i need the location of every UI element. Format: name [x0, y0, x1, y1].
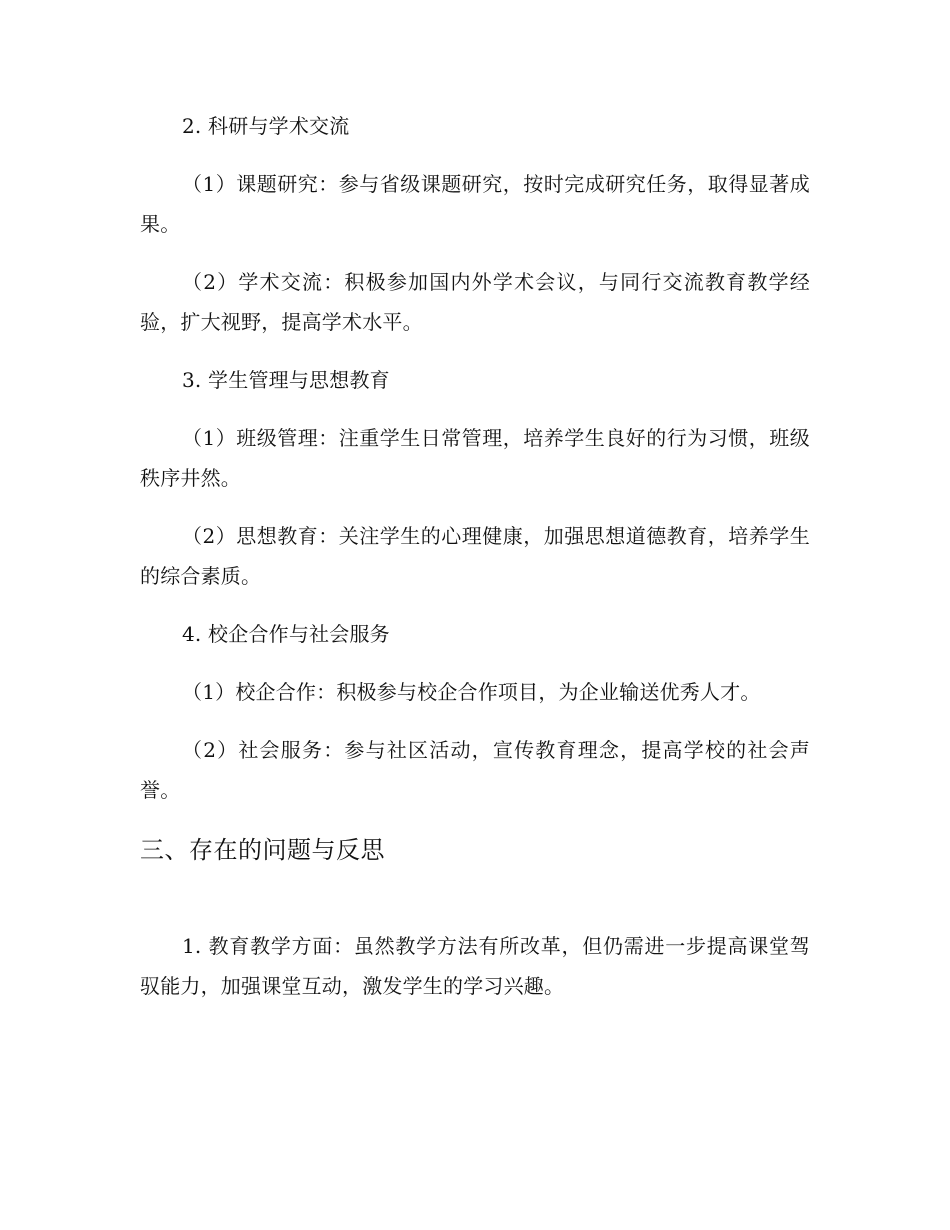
paragraph-ideological-education: （2）思想教育：关注学生的心理健康，加强思想道德教育，培养学生的综合素质。 — [140, 524, 810, 588]
section-heading-problems: 三、存在的问题与反思 — [140, 836, 385, 864]
subheading-student-management: 3. 学生管理与思想教育 — [182, 368, 390, 392]
subheading-research: 2. 科研与学术交流 — [182, 114, 350, 138]
paragraph-teaching-problems: 1. 教育教学方面：虽然教学方法有所改革，但仍需进一步提高课堂驾驭能力，加强课堂互动，激发学生的学习兴趣。 — [140, 934, 810, 998]
paragraph-school-enterprise-cooperation: （1）校企合作：积极参与校企合作项目，为企业输送优秀人才。 — [182, 680, 761, 704]
subheading-school-enterprise: 4. 校企合作与社会服务 — [182, 622, 390, 646]
document-content — [140, 106, 810, 1006]
paragraph-project-research: （1）课题研究：参与省级课题研究，按时完成研究任务，取得显著成果。 — [140, 172, 810, 236]
paragraph-class-management: （1）班级管理：注重学生日常管理，培养学生良好的行为习惯，班级秩序井然。 — [140, 426, 810, 490]
paragraph-social-service: （2）社会服务：参与社区活动，宣传教育理念，提高学校的社会声誉。 — [140, 738, 810, 802]
paragraph-academic-exchange: （2）学术交流：积极参加国内外学术会议，与同行交流教育教学经验，扩大视野，提高学术水平。 — [140, 270, 810, 334]
